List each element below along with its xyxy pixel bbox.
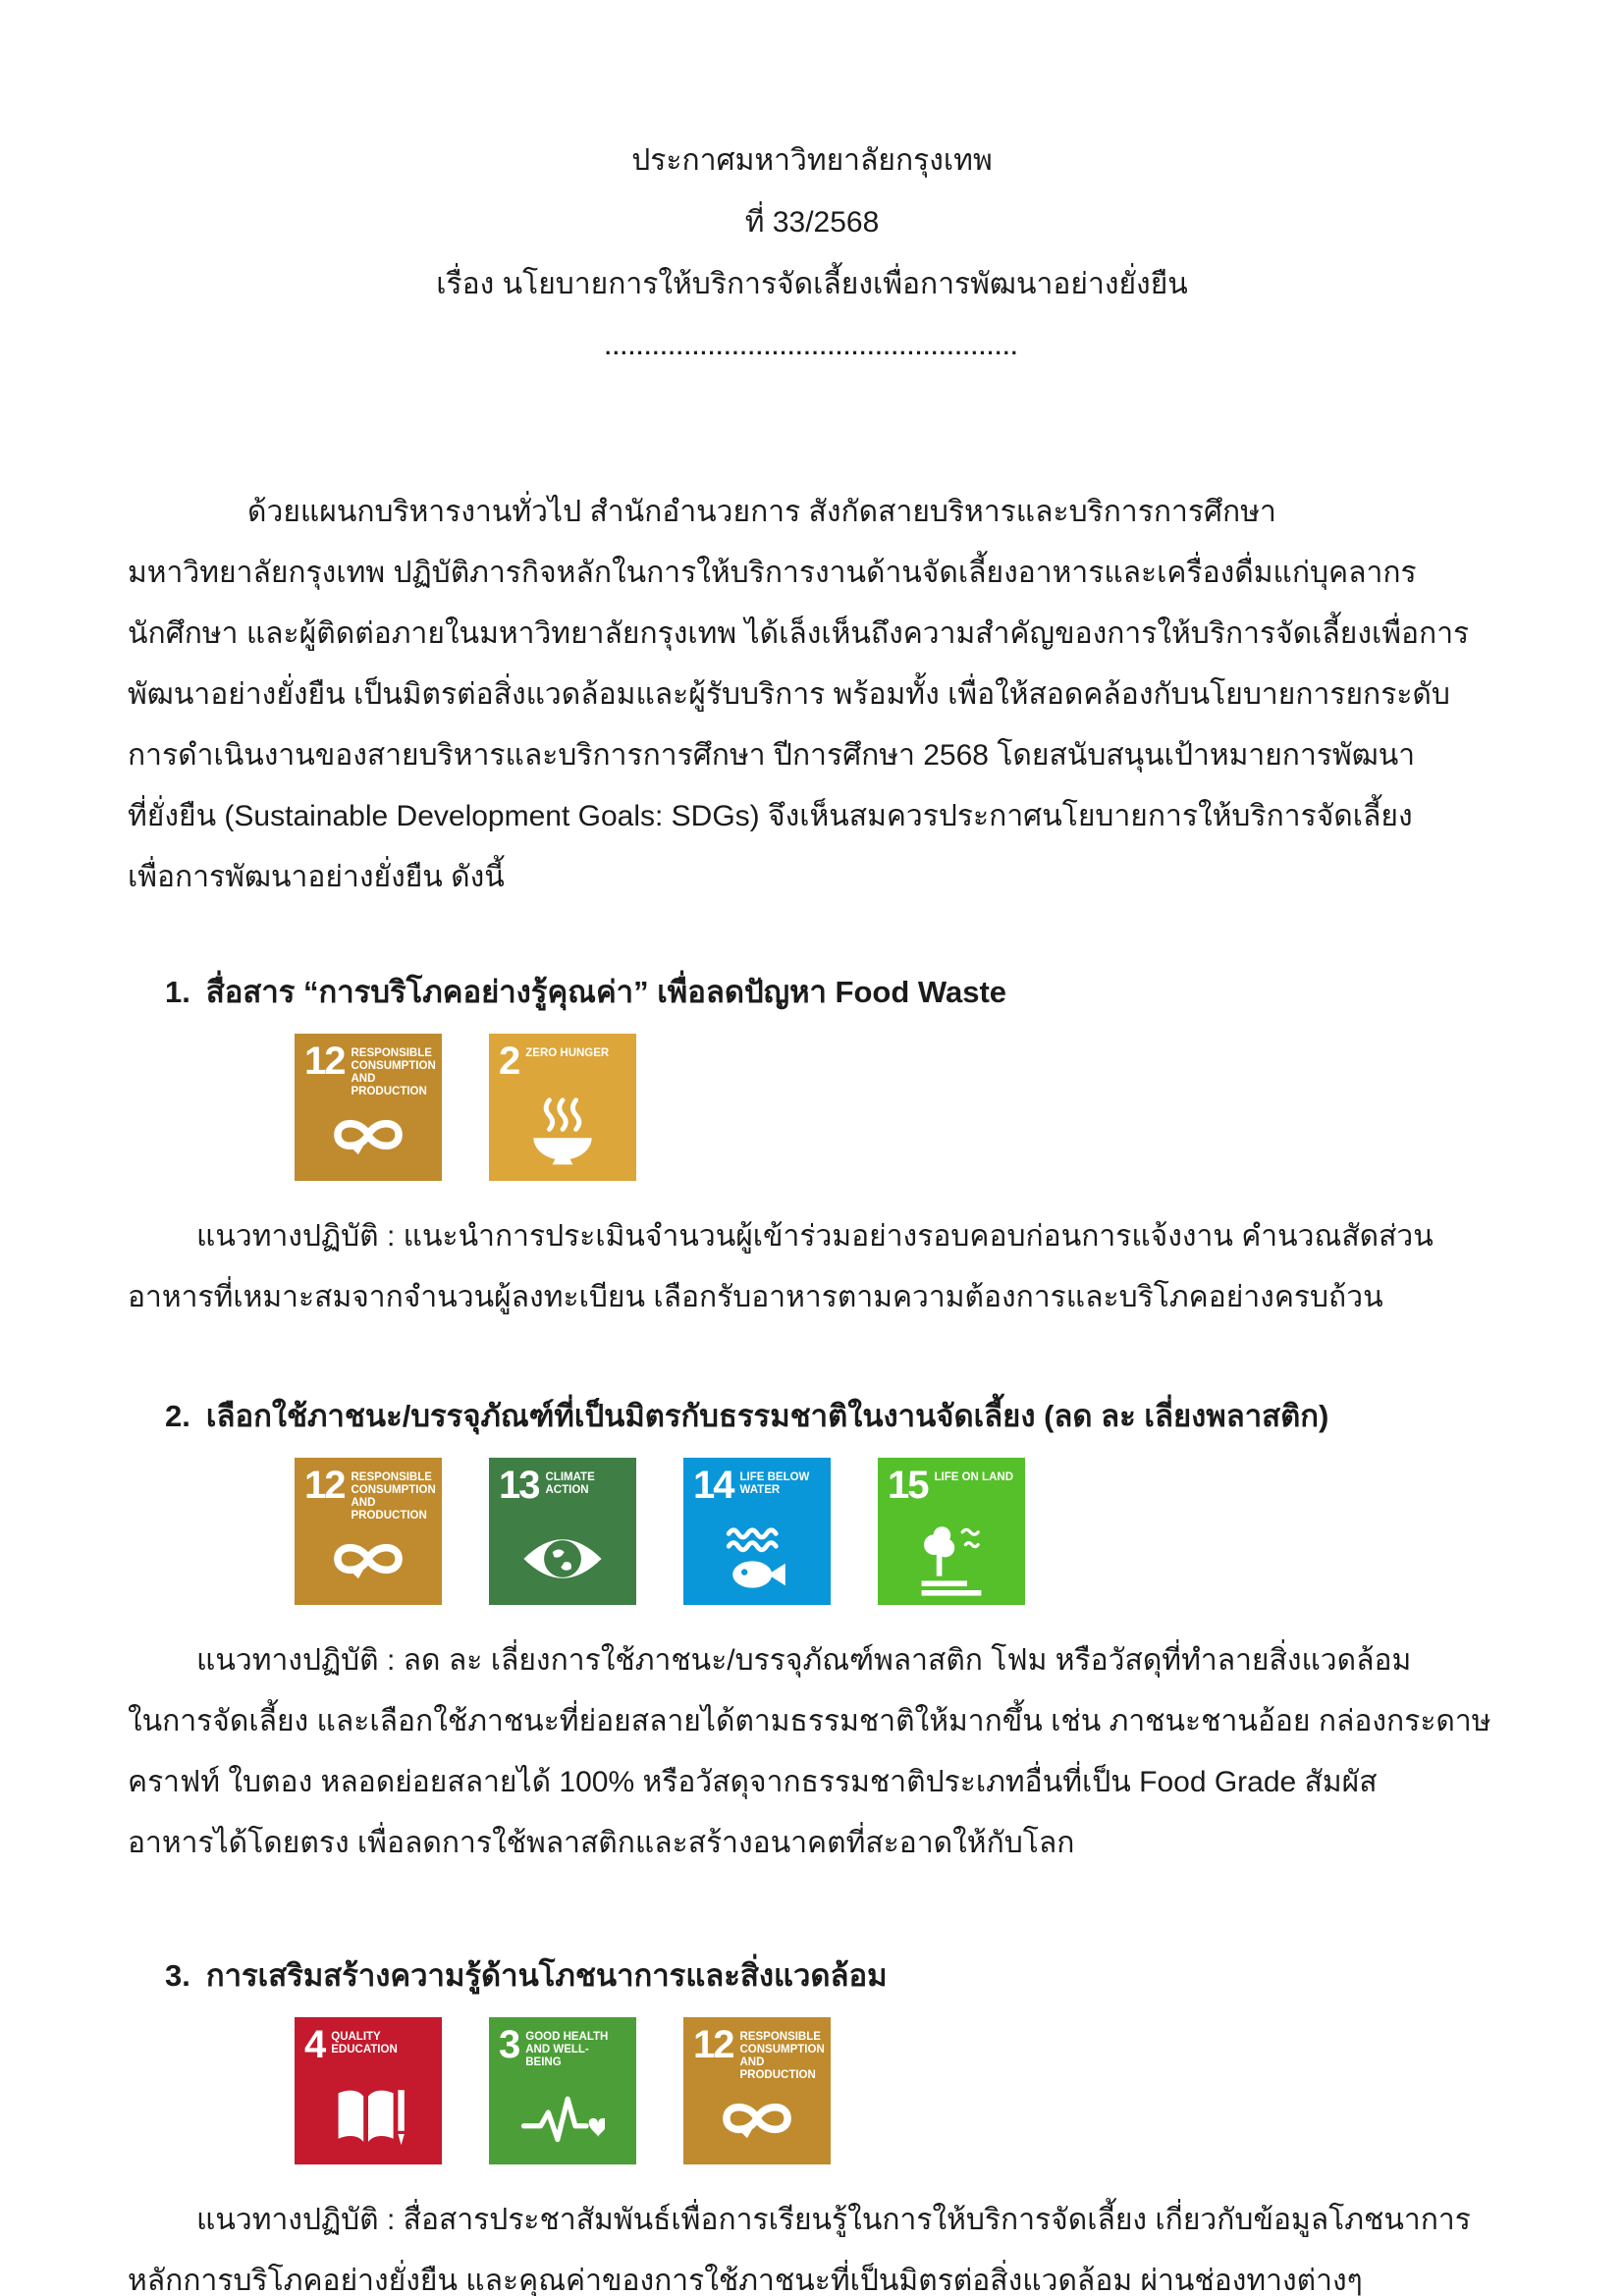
sdg-label: LIFE BELOW WATER	[739, 1471, 810, 1496]
sdg-label: RESPONSIBLE CONSUMPTION AND PRODUCTION	[351, 1047, 436, 1097]
intro-paragraph	[128, 482, 1496, 908]
tree-birds-icon	[878, 1517, 1025, 1601]
sdg-label: GOOD HEALTH AND WELL-BEING	[525, 2031, 609, 2068]
text-line: ที่ยั่งยืน (Sustainable Development Goals: SDGs) จึงเห็นสมควรประกาศนโยบายการให้บริการจัดเลี้ยง	[128, 800, 1413, 832]
policy-item-2	[128, 1393, 1496, 1874]
text-line: มหาวิทยาลัยกรุงเทพ ปฏิบัติภารกิจหลักในการให้บริการงานด้านจัดเลี้ยงอาหารและเครื่องดื่มแก่บุคลากร	[128, 557, 1417, 589]
policy-item-1	[128, 969, 1496, 1328]
item-2-title: เลือกใช้ภาชนะ/บรรจุภัณฑ์ที่เป็นมิตรกับธรรมชาติในงานจัดเลี้ยง (ลด ละ เลี่ยงพลาสติก)	[205, 1399, 1329, 1433]
eye-globe-icon	[489, 1517, 636, 1601]
sdg-tile-14	[683, 1458, 831, 1605]
policy-item-3	[128, 1952, 1496, 2296]
item-2-number: 2.	[165, 1399, 190, 1433]
item-3-number: 3.	[165, 1958, 190, 1993]
text-line: หลักการบริโภคอย่างยั่งยืน และคุณค่าของการใช้ภาชนะที่เป็นมิตรต่อสิ่งแวดล้อม ผ่านช่องทางต่างๆ	[128, 2265, 1363, 2296]
item-3-practice	[128, 2190, 1496, 2296]
infinity-loop-icon	[683, 2076, 831, 2161]
book-pencil-icon	[295, 2076, 442, 2161]
fish-waves-icon	[683, 1517, 831, 1601]
text-line: ในการจัดเลี้ยง และเลือกใช้ภาชนะที่ย่อยสลายได้ตามธรรมชาติให้มากขึ้น เช่น ภาชนะชานอ้อย กล่องกระดาษ	[128, 1705, 1491, 1737]
sdg-number: 13	[499, 1464, 539, 1507]
sdg-tile-2	[489, 1034, 636, 1181]
sdg-number: 3	[499, 2023, 519, 2066]
item-1-practice	[128, 1206, 1496, 1328]
item-2-practice	[128, 1630, 1496, 1874]
item-1-number: 1.	[165, 975, 190, 1009]
text-line: อาหารที่เหมาะสมจากจำนวนผู้ลงทะเบียน เลือกรับอาหารตามความต้องการและบริโภคอย่างครบถ้วน	[128, 1281, 1383, 1313]
infinity-loop-icon	[295, 1517, 442, 1601]
sdg-label: RESPONSIBLE CONSUMPTION AND PRODUCTION	[351, 1471, 436, 1522]
text-line: คราฟท์ ใบตอง หลอดย่อยสลายได้ 100% หรือวัสดุจากธรรมชาติประเภทอื่นที่เป็น Food Grade สัมผัส	[128, 1766, 1378, 1798]
item-2-heading	[128, 1393, 1496, 1440]
item-1-sdg-row	[295, 1034, 1496, 1181]
sdg-number: 12	[693, 2023, 733, 2066]
sdg-tile-12	[295, 1458, 442, 1605]
item-3-title: การเสริมสร้างความรู้ด้านโภชนาการและสิ่งแวดล้อม	[205, 1958, 888, 1993]
text-line: เพื่อการพัฒนาอย่างยั่งยืน ดังนี้	[128, 861, 505, 893]
text-line: การดำเนินงานของสายบริหารและบริการการศึกษา ปีการศึกษา 2568 โดยสนับสนุนเป้าหมายการพัฒนา	[128, 739, 1416, 772]
announcement-title: ประกาศมหาวิทยาลัยกรุงเทพ	[631, 144, 993, 177]
sdg-tile-4	[295, 2017, 442, 2164]
sdg-number: 12	[304, 1040, 345, 1083]
text-line: แนวทางปฏิบัติ : ลด ละ เลี่ยงการใช้ภาชนะ/บรรจุภัณฑ์พลาสติก โฟม หรือวัสดุที่ทำลายสิ่งแวดล้อม	[196, 1644, 1412, 1677]
text-line: แนวทางปฏิบัติ : สื่อสารประชาสัมพันธ์เพื่อการเรียนรู้ในการให้บริการจัดเลี้ยง เกี่ยวกับข้อมูลโภชนาการ	[196, 2204, 1471, 2236]
item-1-heading	[128, 969, 1496, 1016]
item-1-title: สื่อสาร “การบริโภคอย่างรู้คุณค่า” เพื่อลดปัญหา Food Waste	[205, 975, 1007, 1009]
sdg-label: RESPONSIBLE CONSUMPTION AND PRODUCTION	[739, 2031, 825, 2081]
sdg-number: 2	[499, 1040, 519, 1083]
text-line: นักศึกษา และผู้ติดต่อภายในมหาวิทยาลัยกรุงเทพ ได้เล็งเห็นถึงความสำคัญของการให้บริการจัดเลี้ยงเพื่อการ	[128, 617, 1470, 650]
ekg-heart-icon	[489, 2076, 636, 2161]
announcement-subject: เรื่อง นโยบายการให้บริการจัดเลี้ยงเพื่อการพัฒนาอย่างยั่งยืน	[436, 268, 1188, 300]
text-line: พัฒนาอย่างยั่งยืน เป็นมิตรต่อสิ่งแวดล้อมและผู้รับบริการ พร้อมทั้ง เพื่อให้สอดคล้องกับนโยบายการยกระดับ	[128, 678, 1450, 711]
infinity-loop-icon	[295, 1093, 442, 1177]
sdg-number: 12	[304, 1464, 345, 1507]
text-line: ด้วยแผนกบริหารงานทั่วไป สำนักอำนวยการ สังกัดสายบริหารและบริการการศึกษา	[247, 496, 1276, 528]
announcement-number: ที่ 33/2568	[744, 206, 880, 239]
text-line: อาหารได้โดยตรง เพื่อลดการใช้พลาสติกและสร้างอนาคตที่สะอาดให้กับโลก	[128, 1827, 1075, 1859]
sdg-tile-12	[295, 1034, 442, 1181]
sdg-tile-13	[489, 1458, 636, 1605]
sdg-number: 14	[693, 1464, 733, 1507]
sdg-tile-12	[683, 2017, 831, 2164]
text-line: แนวทางปฏิบัติ : แนะนำการประเมินจำนวนผู้เข้าร่วมอย่างรอบคอบก่อนการแจ้งงาน คำนวณสัดส่วน	[196, 1220, 1434, 1253]
sdg-label: ZERO HUNGER	[525, 1047, 610, 1059]
bowl-steam-icon	[489, 1093, 636, 1177]
document-header	[128, 130, 1496, 376]
dotted-divider: ....................................................	[605, 335, 1019, 359]
sdg-label: QUALITY EDUCATION	[331, 2031, 398, 2056]
sdg-label: LIFE ON LAND	[934, 1471, 1013, 1483]
item-2-sdg-row	[295, 1458, 1496, 1605]
sdg-tile-3	[489, 2017, 636, 2164]
item-3-heading	[128, 1952, 1496, 2000]
sdg-number: 4	[304, 2023, 325, 2066]
item-3-sdg-row	[295, 2017, 1496, 2164]
sdg-tile-15	[878, 1458, 1025, 1605]
sdg-number: 15	[888, 1464, 928, 1507]
sdg-label: CLIMATE ACTION	[545, 1471, 595, 1496]
